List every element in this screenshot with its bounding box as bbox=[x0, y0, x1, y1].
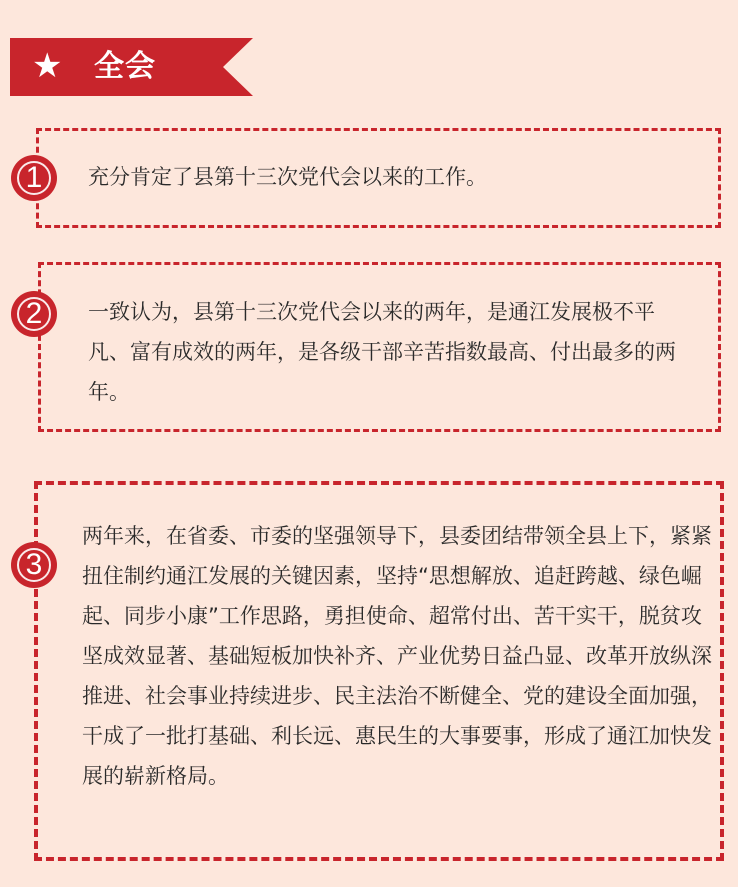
point-number-badge-2: 2 bbox=[11, 291, 57, 337]
header-banner bbox=[10, 38, 253, 96]
point-text-2: 一致认为，县第十三次党代会以来的两年，是通江发展极不平凡、富有成效的两年，是各级干部辛苦指数最高、付出最多的两年。 bbox=[88, 300, 676, 404]
point-text-3: 两年来，在省委、市委的坚强领导下，县委团结带领全县上下，紧紧扭住制约通江发展的关键因素，坚持“思想解放、追赶跨越、绿色崛起、同步小康”工作思路，勇担使命、超常付出、苦干实干，脱贫攻坚成效显著、基础短板加快补齐、产业优势日益凸显、改革开放纵深推进、社会事业持续进步、民主法治不断健全、党的建设全面加强，干成了一批打基础、利长远、惠民生的大事要事，形成了通江加快发展的崭新格局。 bbox=[82, 524, 712, 788]
point-number-badge-3: 3 bbox=[11, 542, 57, 588]
section-title: 全会 bbox=[94, 49, 156, 84]
point-text-1: 充分肯定了县第十三次党代会以来的工作。 bbox=[88, 165, 487, 189]
star-icon: ★ bbox=[32, 46, 63, 86]
point-number-badge-1: 1 bbox=[11, 155, 57, 201]
